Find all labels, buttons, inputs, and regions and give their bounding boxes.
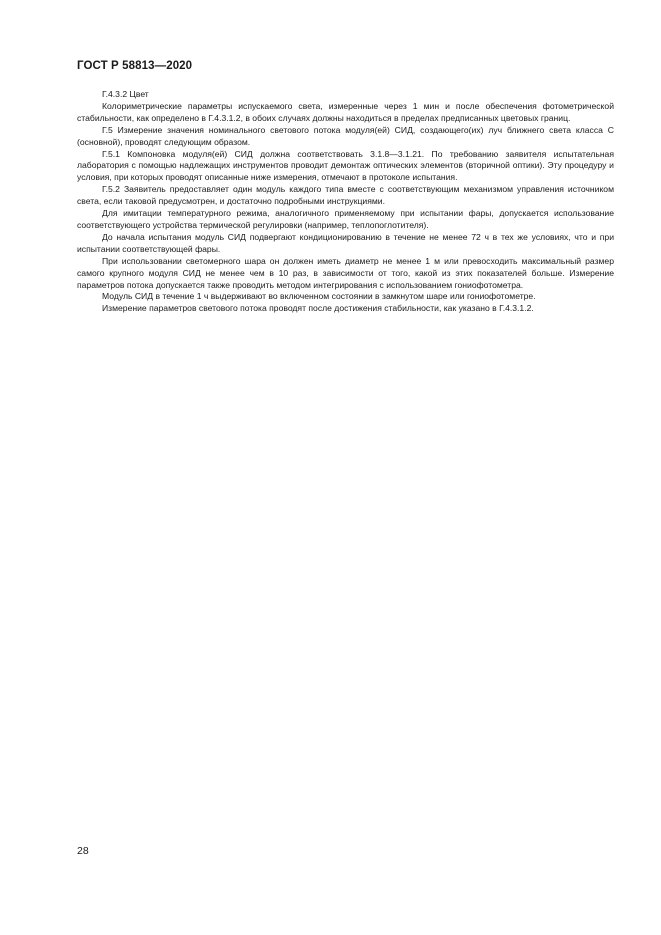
paragraph: Модуль СИД в течение 1 ч выдерживают во включенном состоянии в замкнутом шаре или гониофотометре. [102,291,536,302]
paragraph: Для имитации температурного режима, аналогичного применяемому при испытании фары, допускается использование соответствующего устройства термической регулировки (например, теплопоглотителя). [77,208,614,230]
document-header-code: ГОСТ Р 58813—2020 [77,60,193,72]
paragraph: Колориметрические параметры испускаемого света, измеренные через 1 мин и после обеспечения фотометрической стабильности, как определено в Г.4.3.1.2, в обоих случаях должны находиться в пределах предписанных цветовых границ. [77,100,614,123]
section-g-5-1: Г.5.1 Компоновка модуля(ей) СИД должна соответствовать 3.1.8—3.1.21. По требованию заявителя испытательная лаборатория с помощью надлежащих инструментов проводит демонтаж оптических элементов (вторичной оптики). Эту процедуру и условия, при которых проводят описанные ниже измерения, отмечают в протоколе испытания. [77,148,614,183]
paragraph: До начала испытания модуль СИД подвергают кондиционированию в течение не менее 72 ч в тех же условиях, что и при испытании соответствующей фары. [77,231,614,254]
section-heading-g-4-3-2: Г.4.3.2 Цвет [102,89,149,99]
section-g-5-2: Г.5.2 Заявитель предоставляет один модуль каждого типа вместе с соответствующим механизмом управления источником света, если таковой предусмотрен, и достаточно подробными инструкциями. [77,184,614,207]
section-g-5: Г.5 Измерение значения номинального светового потока модуля(ей) СИД, создающего(их) луч ближнего света класса С (основной), проводят следующим образом. [77,124,614,147]
document-body [77,89,614,315]
page-number: 28 [77,845,89,857]
paragraph: При использовании светомерного шара он должен иметь диаметр не менее 1 м или превосходить максимальный размер самого крупного модуля СИД не менее чем в 10 раз, в зависимости от того, какой из этих показателей больше. Измерение параметров потока допускается также проводить методом интегрирования с использованием гониофотометра. [77,255,614,290]
paragraph: Измерение параметров светового потока проводят после достижения стабильности, как указано в Г.4.3.1.2. [102,303,534,314]
